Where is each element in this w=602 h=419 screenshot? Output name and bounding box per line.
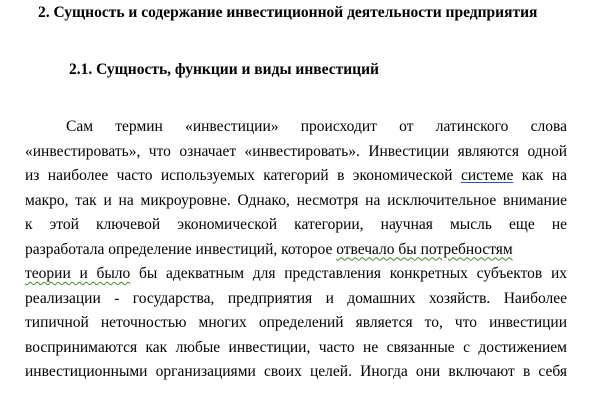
line-text: бы адекватным для представления конкретных субъектов их	[130, 265, 567, 282]
subsection-heading: 2.1. Сущность, функции и виды инвестиций	[69, 61, 379, 78]
line-text: инвестиционными организациями своих целей. Иногда они включают в себя	[25, 363, 567, 380]
paragraph-line	[25, 238, 567, 263]
section-heading: 2. Сущность и содержание инвестиционной деятельности предприятия	[38, 4, 538, 21]
paragraph-line	[25, 287, 567, 312]
grammar-squiggle-text: отвечало бы потребностям	[336, 240, 513, 258]
line-text: макро, так и на микроуровне. Однако, несмотря на исключительное внимание	[25, 191, 567, 209]
line-text: из наиболее часто используемых категорий в экономической	[25, 167, 461, 184]
paragraph-line	[25, 311, 567, 336]
line-text: к этой ключевой экономической категории, научная мысль еще не	[25, 216, 567, 233]
paragraph-line	[25, 115, 567, 140]
line-text: Сам термин «инвестиции» происходит от латинского слова	[66, 118, 567, 135]
grammar-squiggle-text: теории и было	[25, 265, 131, 282]
line-text: реализации - государства, предприятия и домашних хозяйств. Наиболее	[25, 289, 567, 307]
underlined-word: системе	[460, 167, 514, 184]
paragraph-line	[25, 213, 567, 238]
paragraph-line	[25, 262, 567, 287]
line-text: разработала определение инвестиций, которое	[25, 240, 337, 258]
line-text: «инвестировать», что означает «инвестировать». Инвестиции являются одной	[25, 142, 567, 160]
paragraph-line	[25, 189, 567, 214]
line-text: типичной неточностью многих определений является то, что инвестиции	[25, 314, 567, 331]
paragraph-line	[25, 336, 567, 361]
paragraph-line	[25, 164, 567, 189]
line-text: как на	[513, 167, 567, 184]
paragraph-line	[25, 360, 567, 385]
line-text: воспринимаются как любые инвестиции, часто не связанные с достижением	[25, 338, 567, 356]
paragraph-line	[25, 140, 567, 165]
body-paragraph	[25, 115, 567, 385]
